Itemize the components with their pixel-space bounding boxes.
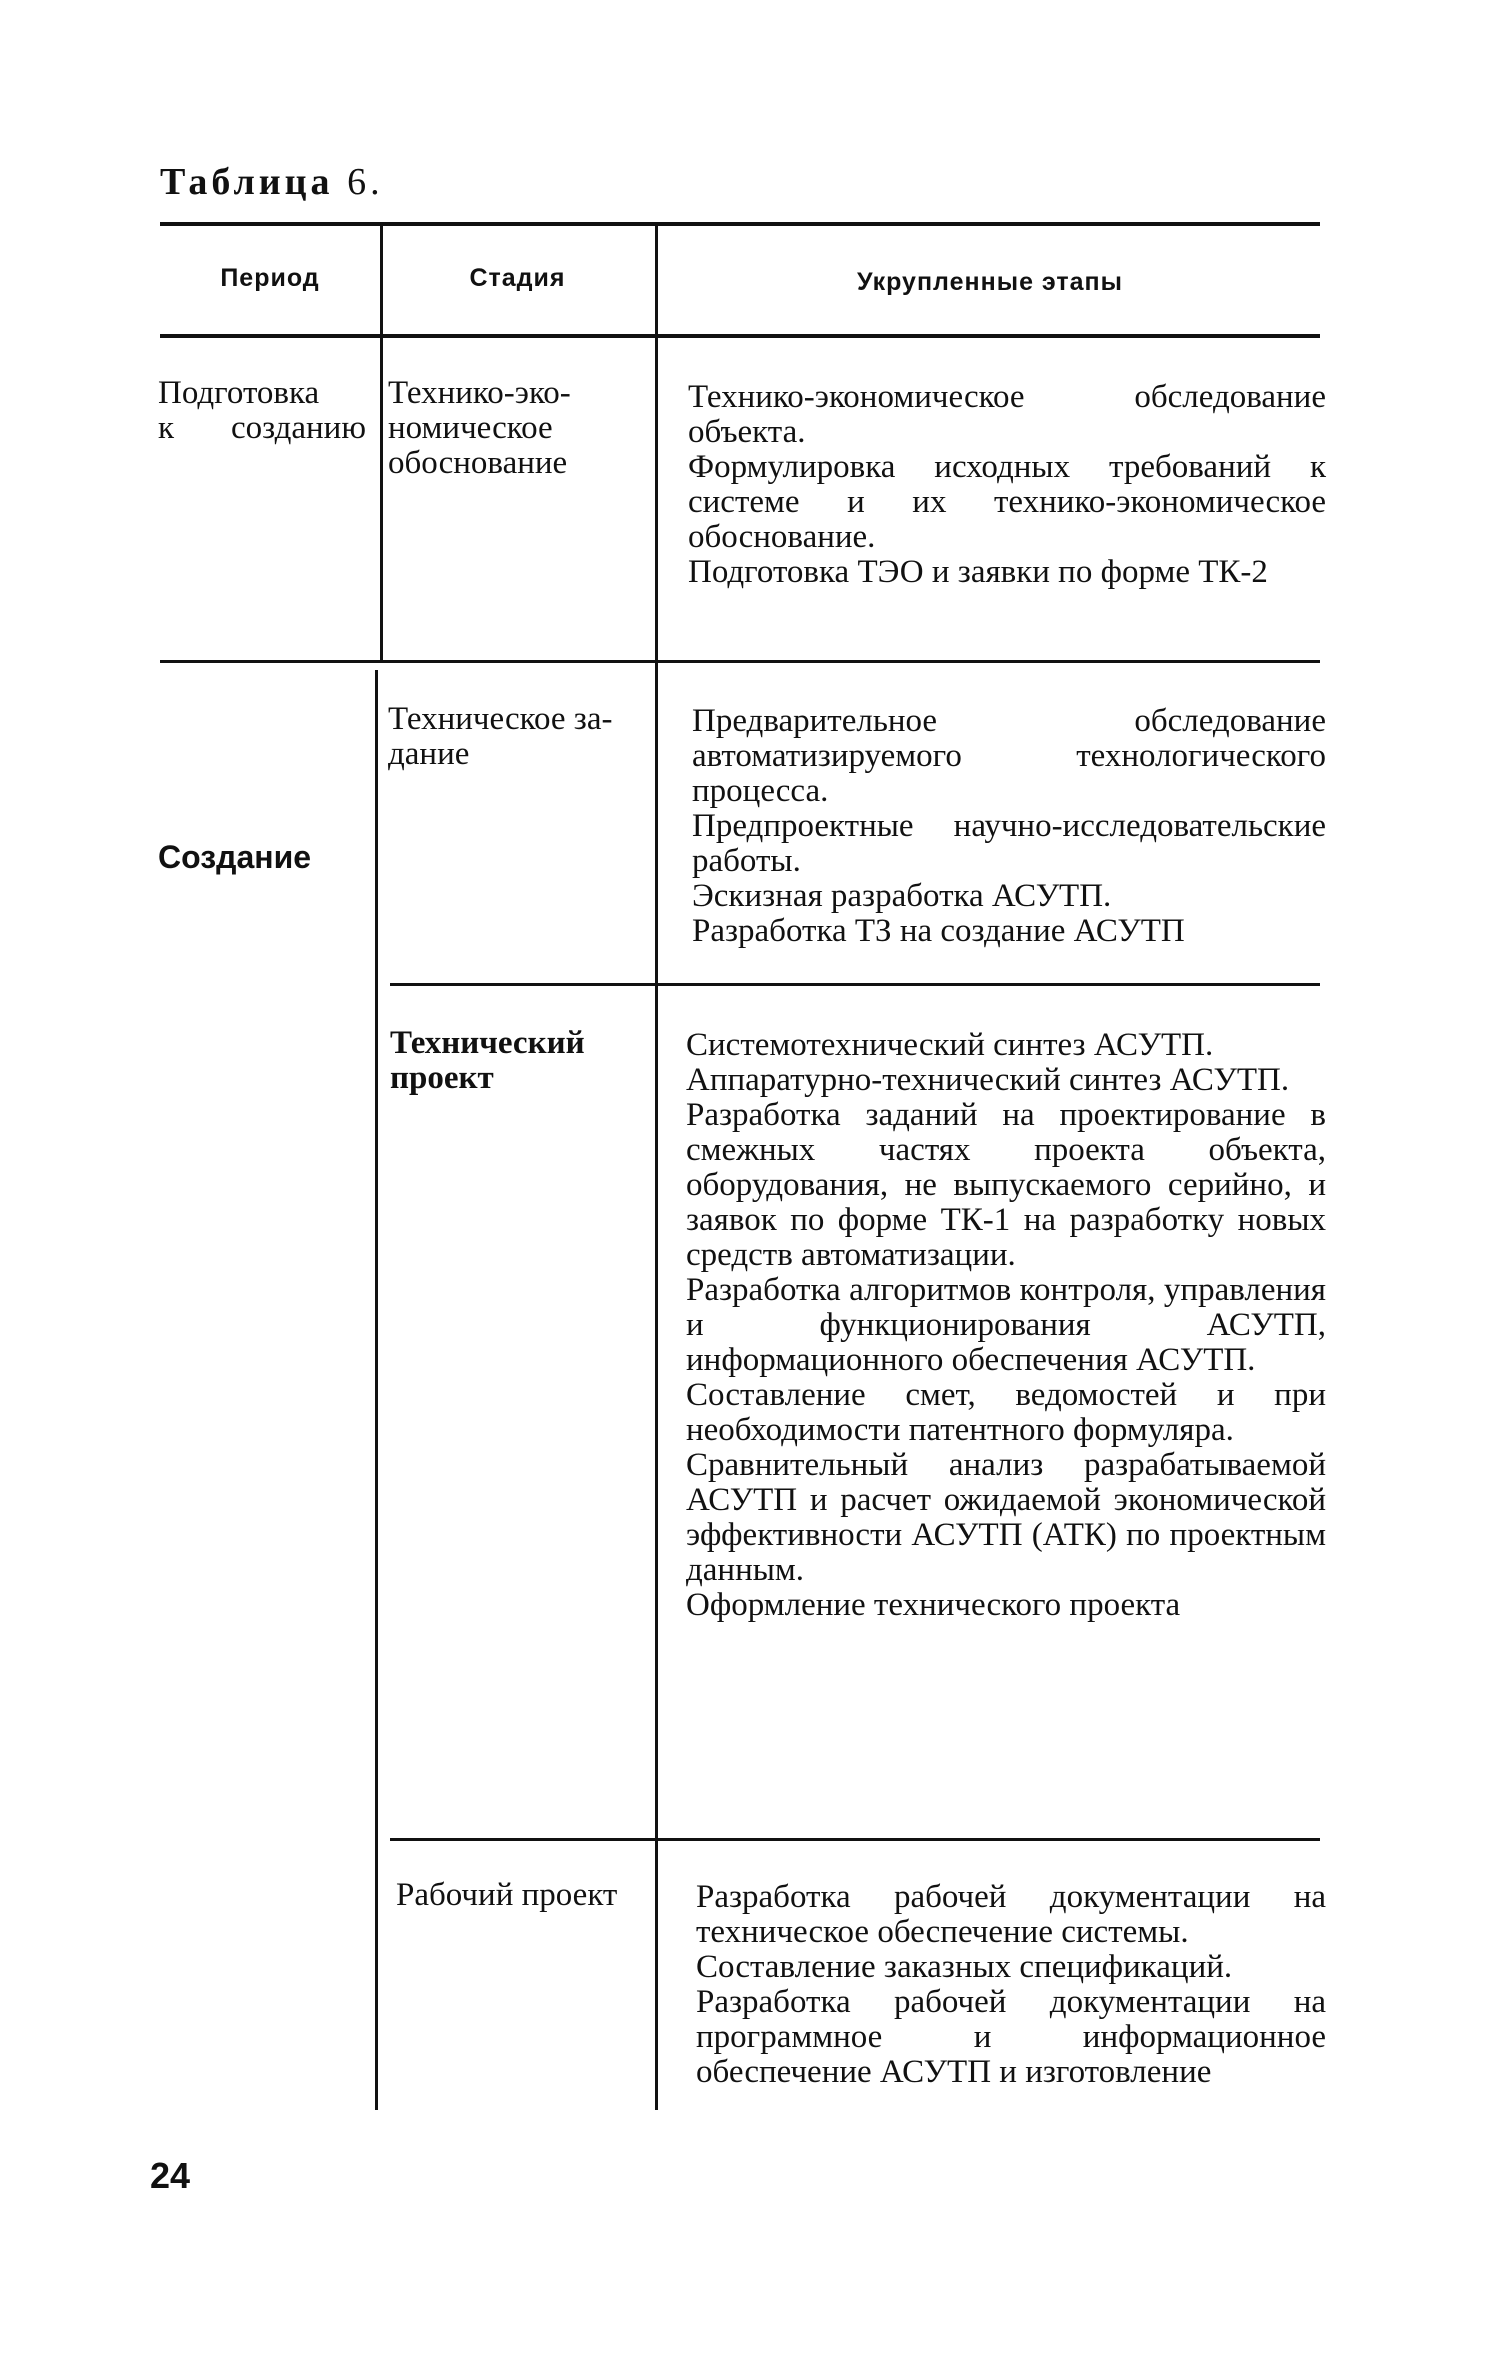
- row4-step-2: Составление заказных спецификаций.: [696, 1949, 1233, 1985]
- row2-stage-line1: Техническое за-: [388, 701, 613, 737]
- row2-step-3: Эскизная разработка АСУТП.: [692, 878, 1112, 914]
- row4-steps: [696, 1880, 1326, 2090]
- row1-stage: [388, 376, 650, 481]
- row3-stage: [390, 1026, 650, 1096]
- column-divider-2: [655, 226, 658, 2110]
- row2-period: Создание: [158, 839, 312, 875]
- header-bottom-rule: [160, 334, 1320, 338]
- row1-step-2: Формулировка исходных требований к системе и их технико-экономическое обоснование.: [688, 449, 1326, 555]
- row1-step-3: Подготовка ТЭО и заявки по форме ТК-2: [688, 554, 1268, 590]
- row3-step-1: Системотехнический синтез АСУТП.: [686, 1027, 1214, 1063]
- column-divider-1: [380, 226, 383, 660]
- row2-stage-line2: дание: [388, 736, 470, 772]
- row1-stage-line1: Технико-эко-: [388, 375, 571, 411]
- row3-step-2: Аппаратурно-технический синтез АСУТП.: [686, 1062, 1290, 1098]
- row1-stage-line2: номическое: [388, 410, 553, 446]
- row3-stage-line2: проект: [390, 1060, 494, 1096]
- column-divider-1-lower: [375, 670, 378, 2110]
- row1-period-line1: Подготовка: [158, 375, 320, 411]
- row1-stage-line3: обоснование: [388, 445, 568, 481]
- header-stage: Стадия: [469, 264, 566, 292]
- row3-step-4: Разработка алгоритмов контроля, управления и функционирования АСУТП, информационного обеспечения АСУТП.: [686, 1272, 1326, 1378]
- row3-steps: [686, 1028, 1326, 1623]
- row4-step-1: Разработка рабочей документации на техническое обеспечение системы.: [696, 1879, 1326, 1950]
- row2-step-2: Предпроектные научно-исследовательские работы.: [692, 808, 1326, 879]
- table-caption: [160, 160, 384, 204]
- table-caption-label: Таблица: [160, 161, 334, 203]
- row4-stage: Рабочий проект: [396, 1877, 618, 1913]
- table-top-rule: [160, 222, 1320, 226]
- row2-stage: [388, 702, 650, 772]
- table-caption-number: 6.: [347, 161, 384, 203]
- row3-step-7: Оформление технического проекта: [686, 1587, 1181, 1623]
- row2-step-1: Предварительное обследование автоматизируемого технологического процесса.: [692, 703, 1326, 809]
- header-steps: Укрупленные этапы: [857, 268, 1123, 296]
- row1-period-line2: к созданию: [158, 410, 366, 446]
- row2-steps: [692, 704, 1326, 949]
- row3-bottom-rule: [390, 1838, 1320, 1841]
- row1-step-1: Технико-экономическое обследование объекта.: [688, 379, 1326, 450]
- row2-step-4: Разработка ТЗ на создание АСУТП: [692, 913, 1185, 949]
- row3-step-5: Составление смет, ведомостей и при необходимости патентного формуляра.: [686, 1377, 1326, 1448]
- row1-bottom-rule: [160, 660, 1320, 663]
- row1-steps: [688, 380, 1326, 590]
- row3-stage-line1: Технический: [390, 1025, 585, 1061]
- row2-bottom-rule: [390, 983, 1320, 986]
- header-period: Период: [220, 264, 320, 292]
- row3-step-6: Сравнительный анализ разрабатываемой АСУТП и расчет ожидаемой экономической эффективности АСУТП (АТК) по проектным данным.: [686, 1447, 1326, 1588]
- row3-step-3: Разработка заданий на проектирование в смежных частях проекта объекта, оборудования, не выпускаемого серийно, и заявок по форме ТК-1 на разработку новых средств автоматизации.: [686, 1097, 1326, 1273]
- row1-period: [158, 376, 373, 446]
- page-number: 24: [150, 2155, 191, 2196]
- row4-step-3: Разработка рабочей документации на программное и информационное обеспечение АСУТП и изготовление: [696, 1984, 1326, 2090]
